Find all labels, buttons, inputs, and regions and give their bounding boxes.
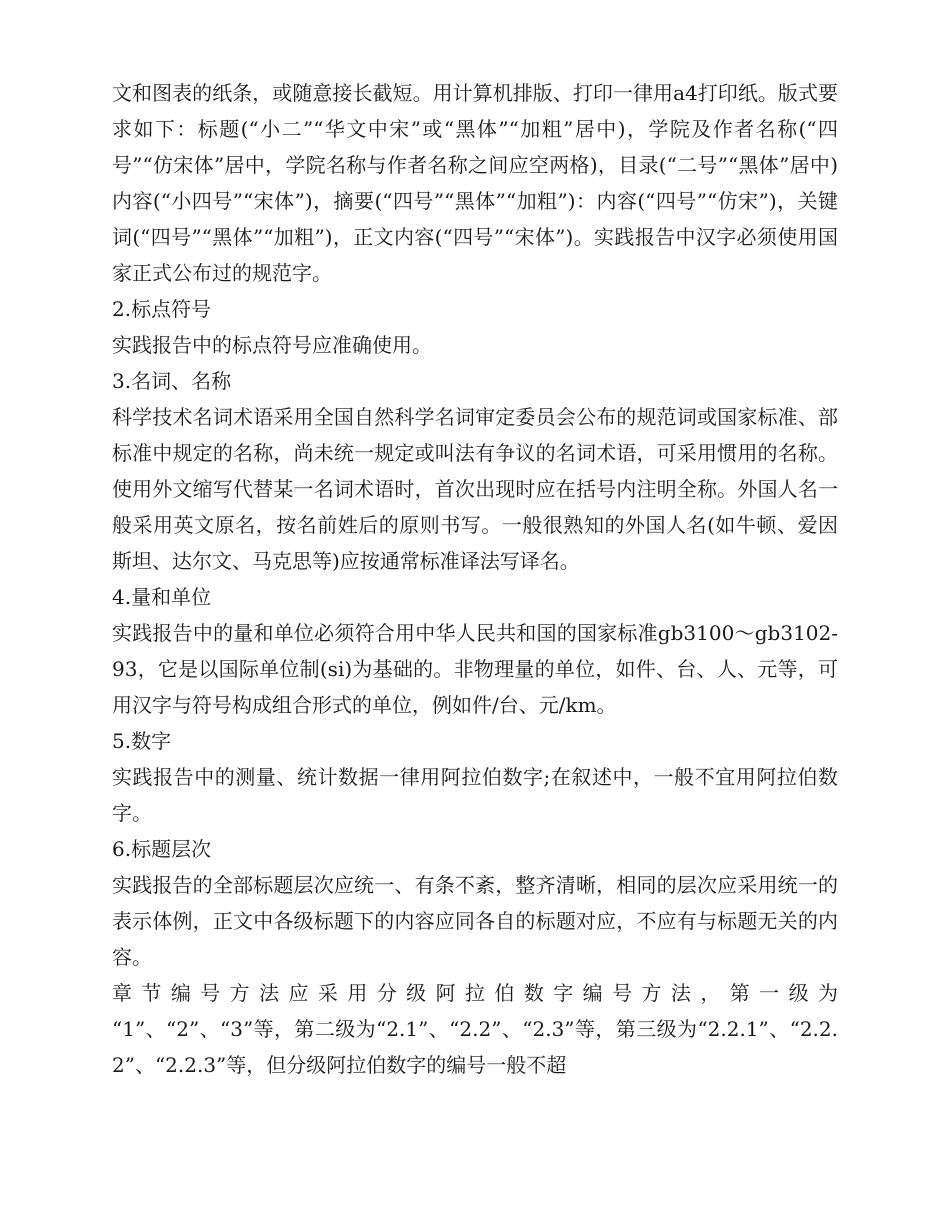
paragraph-chapter-numbering-line: 章节编号方法应采用分级阿拉伯数字编号方法，第一级为 <box>112 981 838 1005</box>
section-heading-terms: 3.名词、名称 <box>112 369 232 393</box>
section-heading-units: 4.量和单位 <box>112 585 212 609</box>
paragraph-punctuation: 实践报告中的标点符号应准确使用。 <box>112 333 432 357</box>
paragraph-numbers: 实践报告中的测量、统计数据一律用阿拉伯数字;在叙述中，一般不宜用阿拉伯数字。 <box>112 765 838 825</box>
section-heading-title-levels: 6.标题层次 <box>112 837 212 861</box>
paragraph-terms: 科学技术名词术语采用全国自然科学名词审定委员会公布的规范词或国家标准、部标准中规定的名称，尚未统一规定或叫法有争议的名词术语，可采用惯用的名称。使用外文缩写代替某一名词术语时，首次出现时应在括号内注明全称。外国人名一般采用英文原名，按名前姓后的原则书写。一般很熟知的外国人名(如牛顿、爱因斯坦、达尔文、马克思等)应按通常标准译法写译名。 <box>112 405 838 573</box>
paragraph-units: 实践报告中的量和单位必须符合用中华人民共和国的国家标准gb3100～gb3102-93，它是以国际单位制(si)为基础的。非物理量的单位，如件、台、人、元等，可用汉字与符号构成组合形式的单位，例如件/台、元/km。 <box>112 621 838 717</box>
paragraph-title-levels: 实践报告的全部标题层次应统一、有条不紊，整齐清晰，相同的层次应采用统一的表示体例，正文中各级标题下的内容应同各自的标题对应，不应有与标题无关的内容。 <box>112 873 838 969</box>
section-heading-numbers: 5.数字 <box>112 729 172 753</box>
paragraph-format-requirements: 文和图表的纸条，或随意接长截短。用计算机排版、打印一律用a4打印纸。版式要求如下：标题(“小二”“华文中宋”或“黑体”“加粗”居中)，学院及作者名称(“四号”“仿宋体”居中，学院名称与作者名称之间应空两格)，目录(“二号”“黑体”居中)内容(“小四号”“宋体”)，摘要(“四号”“黑体”“加粗”)：内容(“四号”“仿宋”)，关键词(“四号”“黑体”“加粗”)，正文内容(“四号”“宋体”)。实践报告中汉字必须使用国家正式公布过的规范字。 <box>112 81 838 285</box>
section-heading-punctuation: 2.标点符号 <box>112 297 212 321</box>
paragraph-chapter-numbering: “1”、“2”、“3”等，第二级为“2.1”、“2.2”、“2.3”等，第三级为“2.2.1”、“2.2.2”、“2.2.3”等，但分级阿拉伯数字的编号一般不超 <box>112 1017 838 1077</box>
